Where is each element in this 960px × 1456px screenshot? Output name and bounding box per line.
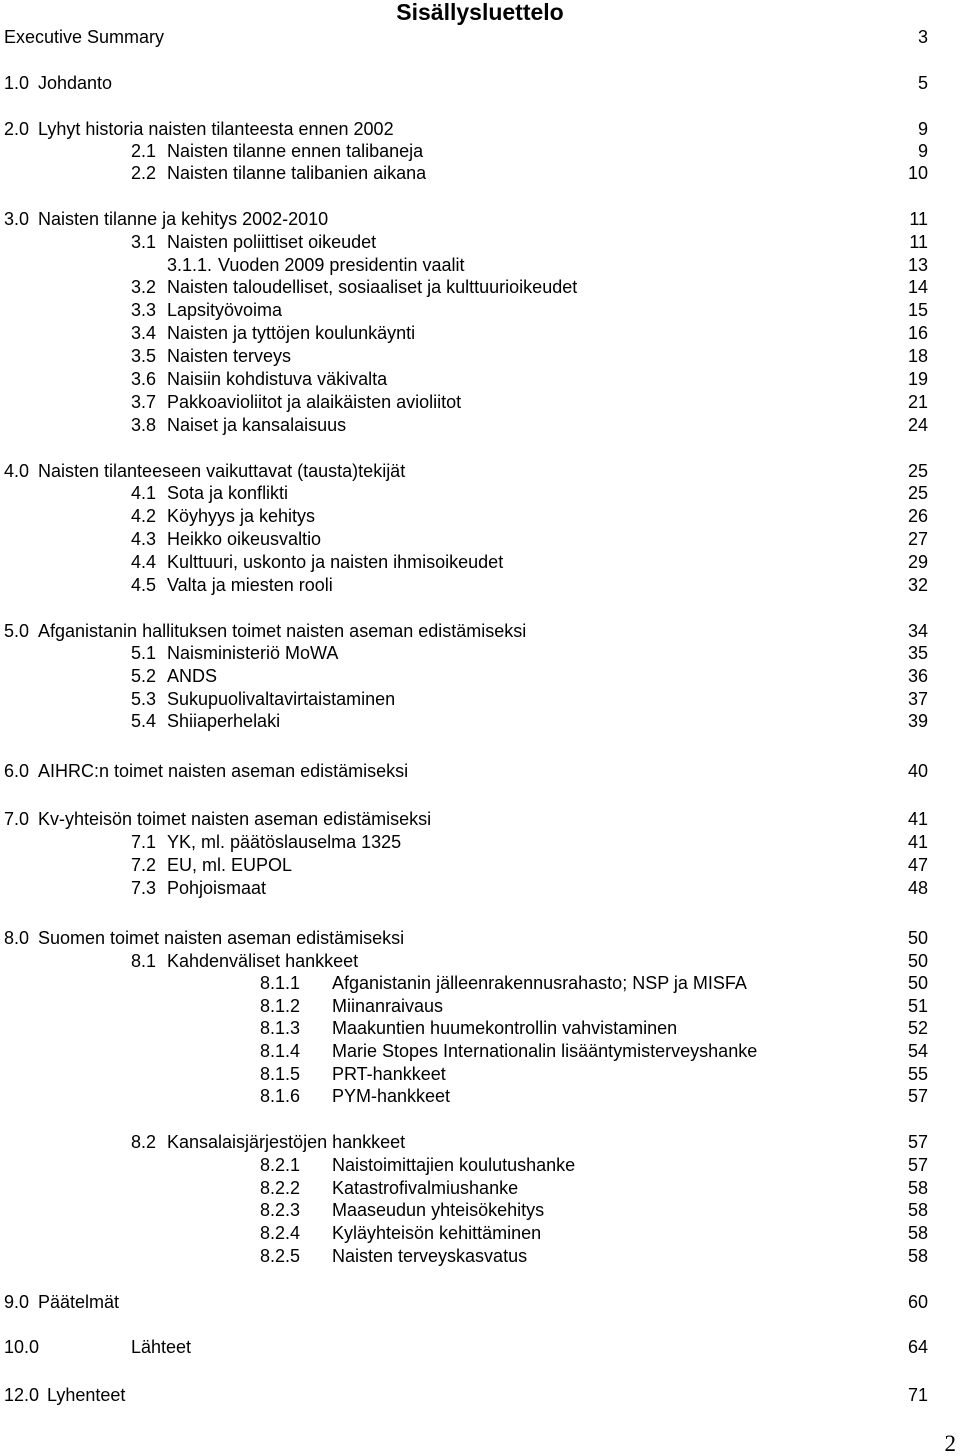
toc-entry-number: 4.3 — [131, 529, 157, 549]
toc-entry-title: Kyläyhteisön kehittäminen — [332, 1223, 542, 1243]
toc-entry-page: 21 — [907, 392, 928, 412]
toc-entry-title: Maaseudun yhteisökehitys — [332, 1200, 545, 1220]
toc-entry — [0, 368, 960, 390]
toc-entry-number: 5.0 — [4, 621, 30, 641]
toc-entry-number: 4.0 — [4, 461, 30, 481]
toc-entry — [0, 231, 960, 253]
toc-entry — [0, 760, 960, 782]
toc-entry-number: 5.2 — [131, 666, 157, 686]
toc-entry-number: 3.3 — [131, 300, 157, 320]
toc-entry-title: Naisten terveyskasvatus — [332, 1246, 528, 1266]
toc-entry-number: 10.0 — [4, 1337, 40, 1357]
toc-entry-title: Lyhyt historia naisten tilanteesta ennen 2002 — [38, 119, 394, 139]
toc-entry — [0, 1063, 960, 1085]
toc-entry — [0, 208, 960, 230]
toc-entry-page: 13 — [907, 255, 928, 275]
toc-entry — [0, 927, 960, 949]
toc-entry-title: Naisten terveys — [167, 346, 292, 366]
toc-entry — [0, 1336, 960, 1358]
toc-entry-number: 2.2 — [131, 163, 157, 183]
toc-entry — [0, 808, 960, 830]
toc-entry-page: 32 — [907, 575, 928, 595]
toc-entry-page: 14 — [907, 277, 928, 297]
toc-entry-number: 7.1 — [131, 832, 157, 852]
toc-entry-page: 58 — [907, 1246, 928, 1266]
toc-entry-page: 29 — [907, 552, 928, 572]
toc-entry-number: 3.4 — [131, 323, 157, 343]
toc-entry — [0, 528, 960, 550]
toc-entry-page: 36 — [907, 666, 928, 686]
toc-entry — [0, 391, 960, 413]
toc-entry-number: 8.2 — [131, 1132, 157, 1152]
toc-entry-title: Lyhenteet — [47, 1385, 126, 1405]
toc-entry-number: 8.1.4 — [260, 1041, 301, 1061]
toc-entry — [0, 276, 960, 298]
toc-entry-number: 3.5 — [131, 346, 157, 366]
toc-entry-page: 55 — [907, 1064, 928, 1084]
toc-entry — [0, 1384, 960, 1406]
toc-entry-number: 3.7 — [131, 392, 157, 412]
toc-entry-page: 64 — [907, 1337, 928, 1357]
toc-entry-title: Pohjoismaat — [167, 878, 267, 898]
page-number: 2 — [944, 1431, 956, 1456]
toc-entry-title: Naisten tilanne ennen talibaneja — [167, 141, 424, 161]
toc-entry-title: YK, ml. päätöslauselma 1325 — [167, 832, 402, 852]
toc-entry-title: Kv-yhteisön toimet naisten aseman edistämiseksi — [38, 809, 432, 829]
toc-entry-number: 2.1 — [131, 141, 157, 161]
toc-entry-title: PYM-hankkeet — [332, 1086, 451, 1106]
toc-entry-page: 50 — [907, 973, 928, 993]
toc-entry-title: Naisten ja tyttöjen koulunkäynti — [167, 323, 416, 343]
toc-entry-number: 8.2.4 — [260, 1223, 301, 1243]
toc-entry-number: 4.4 — [131, 552, 157, 572]
toc-entry — [0, 972, 960, 994]
toc-entry-page: 37 — [907, 689, 928, 709]
toc-entry-page: 41 — [907, 832, 928, 852]
toc-entry-number: Executive Summary — [4, 27, 165, 47]
toc-entry — [0, 995, 960, 1017]
toc-entry-title: Katastrofivalmiushanke — [332, 1178, 519, 1198]
toc-entry-page: 25 — [907, 461, 928, 481]
toc-entry-page: 19 — [907, 369, 928, 389]
toc-entry-title: Kansalaisjärjestöjen hankkeet — [167, 1132, 406, 1152]
toc-entry-number: 12.0 — [4, 1385, 40, 1405]
toc-entry-number: 8.2.5 — [260, 1246, 301, 1266]
toc-entry-page: 9 — [917, 119, 928, 139]
toc-entry-number: 3.0 — [4, 209, 30, 229]
toc-entry-page: 58 — [907, 1178, 928, 1198]
toc-entry-number: 3.2 — [131, 277, 157, 297]
toc-entry-number: 1.0 — [4, 73, 30, 93]
toc-entry-title: Maakuntien huumekontrollin vahvistaminen — [332, 1018, 678, 1038]
toc-entry-title: Naiset ja kansalaisuus — [167, 415, 347, 435]
toc-entry-number: 8.2.2 — [260, 1178, 301, 1198]
toc-entry — [0, 322, 960, 344]
toc-entry — [0, 1245, 960, 1267]
toc-entry-title: Naisten tilanne talibanien aikana — [167, 163, 427, 183]
toc-entry — [0, 254, 960, 276]
toc-entry-page: 57 — [907, 1155, 928, 1175]
toc-entry-number: 7.2 — [131, 855, 157, 875]
toc-entry-title: AIHRC:n toimet naisten aseman edistämiseksi — [38, 761, 409, 781]
toc-entry-title: Johdanto — [38, 73, 113, 93]
toc-entry-title: Naisten poliittiset oikeudet — [167, 232, 377, 252]
toc-entry-number: 4.5 — [131, 575, 157, 595]
toc-entry-title: Naisiin kohdistuva väkivalta — [167, 369, 388, 389]
toc-entry-number: 8.0 — [4, 928, 30, 948]
toc-entry-title: Heikko oikeusvaltio — [167, 529, 322, 549]
toc-entry-number: 3.8 — [131, 415, 157, 435]
toc-entry-page: 3 — [917, 27, 928, 47]
toc-entry-title: PRT-hankkeet — [332, 1064, 446, 1084]
toc-entry-page: 50 — [907, 951, 928, 971]
toc-entry-number: 4.2 — [131, 506, 157, 526]
toc-entry-title: Naisten tilanne ja kehitys 2002-2010 — [38, 209, 329, 229]
toc-entry-number: 8.2.1 — [260, 1155, 301, 1175]
toc-entry-page: 50 — [907, 928, 928, 948]
toc-entry-title: Shiiaperhelaki — [167, 711, 281, 731]
toc-entry-title: Sota ja konflikti — [167, 483, 289, 503]
toc-entry — [0, 642, 960, 664]
toc-entry — [0, 551, 960, 573]
toc-entry — [0, 710, 960, 732]
toc-entry — [0, 831, 960, 853]
toc-entry — [0, 482, 960, 504]
toc-entry-title: Kulttuuri, uskonto ja naisten ihmisoikeudet — [167, 552, 504, 572]
toc-entry-page: 58 — [907, 1200, 928, 1220]
toc-entry — [0, 162, 960, 184]
toc-entry — [0, 345, 960, 367]
toc-entry — [0, 877, 960, 899]
toc-entry-page: 9 — [917, 141, 928, 161]
toc-entry-title: Afganistanin hallituksen toimet naisten aseman edistämiseksi — [38, 621, 527, 641]
toc-entry — [0, 1017, 960, 1039]
toc-entry-number: 8.1 — [131, 951, 157, 971]
toc-entry-title: Köyhyys ja kehitys — [167, 506, 316, 526]
toc-entry — [0, 854, 960, 876]
toc-entry-number: 9.0 — [4, 1292, 30, 1312]
toc-entry — [0, 460, 960, 482]
toc-entry-number: 7.0 — [4, 809, 30, 829]
toc-entry-page: 60 — [907, 1292, 928, 1312]
toc-entry — [0, 574, 960, 596]
toc-entry-title: Vuoden 2009 presidentin vaalit — [218, 255, 465, 275]
toc-entry-page: 48 — [907, 878, 928, 898]
toc-entry — [0, 1222, 960, 1244]
toc-entry-number: 8.1.5 — [260, 1064, 301, 1084]
toc-entry-page: 11 — [909, 232, 928, 252]
toc-entry — [0, 688, 960, 710]
toc-entry — [0, 1040, 960, 1062]
toc-entry-title: Sukupuolivaltavirtaistaminen — [167, 689, 396, 709]
toc-entry-title: ANDS — [167, 666, 218, 686]
toc-entry — [0, 72, 960, 94]
toc-entry-page: 26 — [907, 506, 928, 526]
toc-entry — [0, 1085, 960, 1107]
toc-entry-number: 7.3 — [131, 878, 157, 898]
toc-entry-page: 47 — [907, 855, 928, 875]
toc-entry-page: 51 — [907, 996, 928, 1016]
toc-entry-page: 15 — [907, 300, 928, 320]
toc-entry-number: 5.4 — [131, 711, 157, 731]
toc-entry-page: 25 — [907, 483, 928, 503]
toc-entry-number: 3.6 — [131, 369, 157, 389]
toc-entry-title: Pakkoavioliitot ja alaikäisten avioliitot — [167, 392, 462, 412]
toc-entry-page: 54 — [907, 1041, 928, 1061]
toc-entry-page: 40 — [907, 761, 928, 781]
toc-entry — [0, 414, 960, 436]
toc-entry-number: 8.1.3 — [260, 1018, 301, 1038]
toc-entry-title: Marie Stopes Internationalin lisääntymisterveyshanke — [332, 1041, 758, 1061]
toc-entry-title: Naisministeriö MoWA — [167, 643, 339, 663]
toc-entry-page: 52 — [907, 1018, 928, 1038]
toc-entry-page: 71 — [907, 1385, 928, 1405]
toc-entry — [0, 26, 960, 48]
toc-entry-number: 8.1.1 — [260, 973, 301, 993]
toc-entry-page: 34 — [907, 621, 928, 641]
toc-entry-title: Lähteet — [131, 1337, 192, 1357]
toc-entry-title: Lapsityövoima — [167, 300, 283, 320]
toc-entry-number: 8.1.6 — [260, 1086, 301, 1106]
toc-entry-number: 4.1 — [131, 483, 157, 503]
toc-entry-page: 41 — [907, 809, 928, 829]
toc-entry-title: Naisten tilanteeseen vaikuttavat (tausta)tekijät — [38, 461, 406, 481]
toc-entry-number: 5.1 — [131, 643, 157, 663]
toc-entry — [0, 505, 960, 527]
toc-entry-title: Afganistanin jälleenrakennusrahasto; NSP ja MISFA — [332, 973, 747, 993]
toc-entry — [0, 665, 960, 687]
toc-entry-title: Naisten taloudelliset, sosiaaliset ja kulttuurioikeudet — [167, 277, 578, 297]
toc-entry-title: Päätelmät — [38, 1292, 120, 1312]
toc-entry — [0, 140, 960, 162]
page-title: Sisällysluettelo — [396, 0, 564, 25]
toc-entry-number: 8.2.3 — [260, 1200, 301, 1220]
toc-entry-title: Naistoimittajien koulutushanke — [332, 1155, 576, 1175]
toc-entry-page: 39 — [907, 711, 928, 731]
toc-entry-page: 27 — [907, 529, 928, 549]
toc-entry — [0, 1199, 960, 1221]
toc-entry-page: 5 — [917, 73, 928, 93]
toc-entry — [0, 620, 960, 642]
toc-entry-title: Kahdenväliset hankkeet — [167, 951, 359, 971]
toc-entry-page: 24 — [907, 415, 928, 435]
toc-entry-number: 3.1 — [131, 232, 157, 252]
toc-entry-number: 5.3 — [131, 689, 157, 709]
toc-entry-number: 3.1.1. — [167, 255, 213, 275]
toc-entry — [0, 1154, 960, 1176]
toc-entry-page: 35 — [907, 643, 928, 663]
toc-entry-title: EU, ml. EUPOL — [167, 855, 293, 875]
toc-entry-number: 8.1.2 — [260, 996, 301, 1016]
toc-entry — [0, 118, 960, 140]
toc-entry-title: Suomen toimet naisten aseman edistämiseksi — [38, 928, 405, 948]
toc-entry-title: Miinanraivaus — [332, 996, 444, 1016]
toc-entry — [0, 950, 960, 972]
toc-entry — [0, 1131, 960, 1153]
toc-entry-number: 2.0 — [4, 119, 30, 139]
toc-entry-page: 57 — [907, 1086, 928, 1106]
toc-entry — [0, 1177, 960, 1199]
toc-entry-title: Valta ja miesten rooli — [167, 575, 333, 595]
toc-entry-page: 10 — [907, 163, 928, 183]
toc-entry-page: 57 — [907, 1132, 928, 1152]
toc-entry-page: 58 — [907, 1223, 928, 1243]
toc-entry — [0, 1291, 960, 1313]
toc-entry-page: 16 — [907, 323, 928, 343]
toc-entry-page: 18 — [907, 346, 928, 366]
toc-entry — [0, 299, 960, 321]
toc-entry-number: 6.0 — [4, 761, 30, 781]
toc-entry-page: 11 — [909, 209, 928, 229]
